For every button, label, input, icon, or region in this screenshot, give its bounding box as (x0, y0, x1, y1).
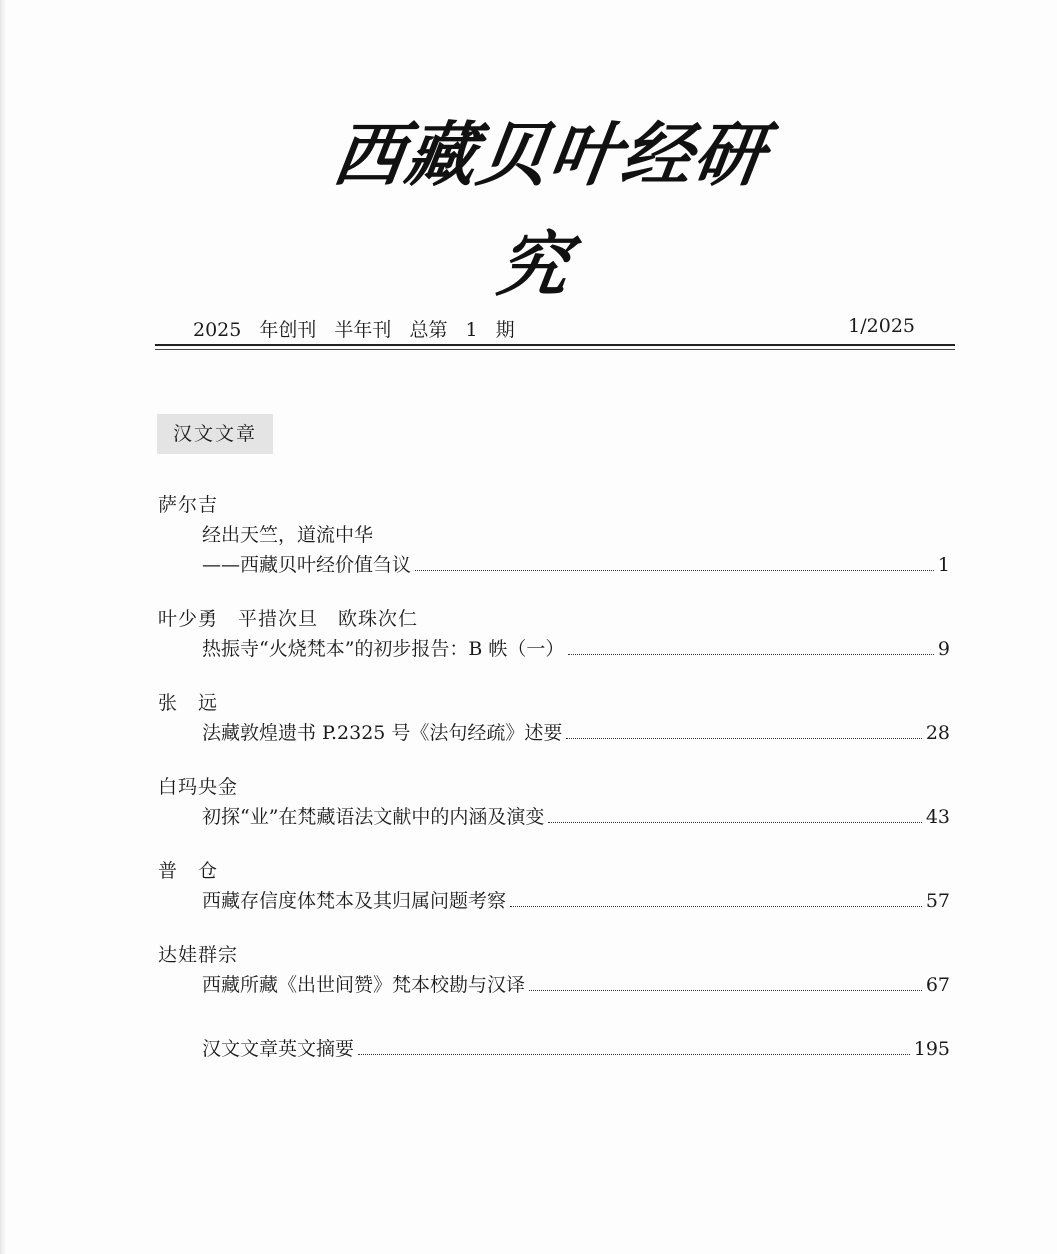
toc-title: 法藏敦煌遗书 P.2325 号《法句经疏》述要 (202, 722, 563, 744)
toc-title-line[interactable] (202, 1034, 950, 1064)
toc-title: 西藏所藏《出世间赞》梵本校勘与汉译 (202, 974, 526, 996)
toc-page-number: 28 (925, 722, 950, 744)
toc-entry (158, 688, 950, 748)
toc-abstracts-entry (158, 1034, 950, 1064)
toc-title-line[interactable] (202, 718, 950, 748)
toc-author: 叶少勇 平措次旦 欧珠次仁 (158, 608, 419, 630)
toc-page-number: 57 (925, 890, 950, 912)
issue-info: 2025 年创刊 半年刊 总第 1 期 (193, 319, 515, 341)
toc-title: 热振寺“火烧梵本”的初步报告：B 帙（一） (202, 638, 565, 660)
toc-author: 达娃群宗 (158, 944, 239, 966)
dot-leader (548, 821, 921, 823)
toc-entry (158, 604, 950, 664)
toc-page-number: 195 (913, 1038, 950, 1060)
toc-title: 经出天竺，道流中华 (202, 524, 374, 546)
dot-leader (415, 569, 934, 571)
toc-author: 张 远 (158, 692, 219, 714)
issue-info-line (155, 312, 955, 342)
dot-leader (566, 737, 921, 739)
toc-page-number: 43 (925, 806, 950, 828)
toc-author: 白玛央金 (158, 776, 239, 798)
toc-title-line[interactable] (202, 634, 950, 664)
toc-page-number: 1 (937, 554, 950, 576)
issue-number: 1/2025 (848, 315, 915, 337)
toc-title-line[interactable] (202, 886, 950, 916)
toc-page-number: 9 (937, 638, 950, 660)
toc-title-line[interactable] (202, 550, 950, 580)
toc-entry (158, 940, 950, 1000)
toc-title: 西藏存信度体梵本及其归属问题考察 (202, 890, 507, 912)
toc-title: 初探“业”在梵藏语法文献中的内涵及演变 (202, 806, 545, 828)
page-edge-shadow (0, 0, 6, 1254)
toc-author: 萨尔吉 (158, 494, 219, 516)
header-rule-thin (155, 349, 955, 350)
toc-title-line[interactable] (202, 802, 950, 832)
journal-masthead: 西藏贝叶经研究 (328, 113, 772, 306)
toc-entry (158, 856, 950, 916)
toc-entry (158, 772, 950, 832)
dot-leader (510, 905, 922, 907)
toc-author: 普 仓 (158, 860, 219, 882)
dot-leader (358, 1053, 910, 1055)
dot-leader (529, 989, 922, 991)
section-label: 汉文文章 (157, 414, 273, 454)
table-of-contents (158, 490, 950, 1088)
toc-subtitle: ——西藏贝叶经价值刍议 (202, 554, 412, 576)
dot-leader (568, 653, 933, 655)
toc-title-line[interactable] (202, 970, 950, 1000)
toc-entry (158, 490, 950, 580)
header-rule-thick (155, 344, 955, 346)
toc-page-number: 67 (925, 974, 950, 996)
toc-title: 汉文文章英文摘要 (202, 1038, 355, 1060)
